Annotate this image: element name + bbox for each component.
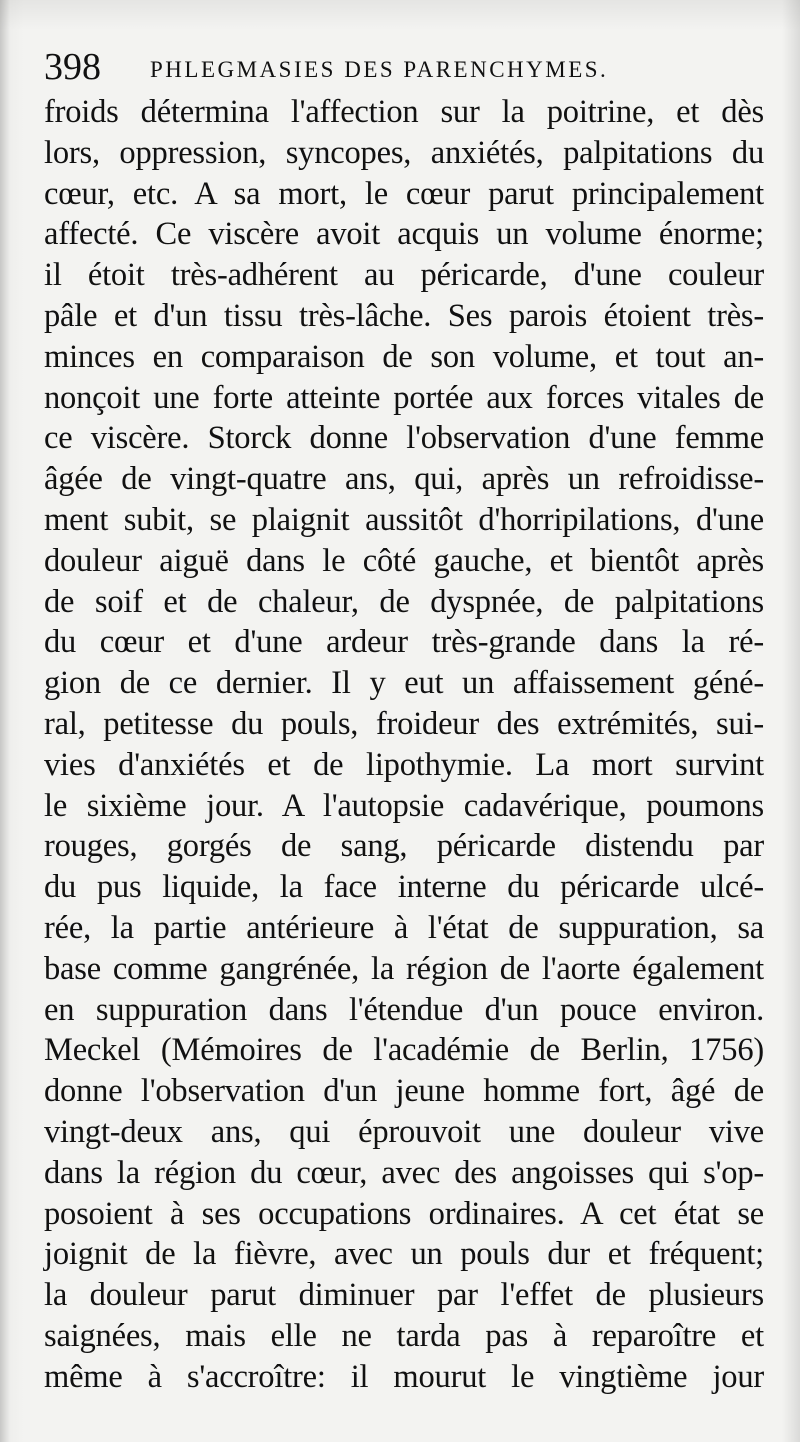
- text-line: pâle et d'un tissu très-lâche. Ses parois étoient très-: [44, 297, 764, 334]
- running-head: PHLEGMASIES DES PARENCHYMES.: [150, 57, 609, 82]
- text-line: saignées, mais elle ne tarda pas à reparoître et: [44, 1317, 764, 1354]
- page-number: 398: [44, 46, 101, 88]
- text-line: joignit de la fièvre, avec un pouls dur et fréquent;: [44, 1236, 764, 1273]
- text-line: base comme gangrénée, la région de l'aorte également: [44, 950, 764, 987]
- text-line: affecté. Ce viscère avoit acquis un volume énorme;: [44, 216, 764, 253]
- text-line: nonçoit une forte atteinte portée aux forces vitales de: [44, 379, 764, 416]
- text-line: dans la région du cœur, avec des angoisses qui s'op-: [44, 1154, 764, 1191]
- text-line: de soif et de chaleur, de dyspnée, de palpitations: [44, 583, 764, 620]
- text-line: le sixième jour. A l'autopsie cadavérique, poumons: [44, 787, 764, 824]
- text-line: cœur, etc. A sa mort, le cœur parut principalement: [44, 175, 764, 212]
- text-line: ment subit, se plaignit aussitôt d'horripilations, d'une: [44, 501, 764, 538]
- text-line: en suppuration dans l'étendue d'un pouce environ.: [44, 991, 764, 1028]
- text-line: même à s'accroître: il mourut le vingtième jour: [44, 1358, 764, 1395]
- text-line: la douleur parut diminuer par l'effet de plusieurs: [44, 1277, 764, 1314]
- text-line: du pus liquide, la face interne du péricarde ulcé-: [44, 869, 764, 906]
- text-line: vies d'anxiétés et de lipothymie. La mort survint: [44, 746, 764, 783]
- text-line: ral, petitesse du pouls, froideur des extrémités, sui-: [44, 705, 764, 742]
- text-line: gion de ce dernier. Il y eut un affaissement géné-: [44, 665, 764, 702]
- text-line: douleur aiguë dans le côté gauche, et bientôt après: [44, 542, 764, 579]
- text-line: Meckel (Mémoires de l'académie de Berlin, 1756): [44, 1032, 764, 1069]
- text-line: il étoit très-adhérent au péricarde, d'une couleur: [44, 257, 764, 294]
- text-line: lors, oppression, syncopes, anxiétés, palpitations du: [44, 134, 764, 171]
- text-line: du cœur et d'une ardeur très-grande dans la ré-: [44, 624, 764, 661]
- text-line: ce viscère. Storck donne l'observation d'une femme: [44, 420, 764, 457]
- text-line: froids détermina l'affection sur la poitrine, et dès: [44, 94, 764, 130]
- text-line: vingt-deux ans, qui éprouvoit une douleur vive: [44, 1113, 764, 1150]
- body-text: [44, 92, 764, 1398]
- text-line: minces en comparaison de son volume, et tout an-: [44, 338, 764, 375]
- text-line: rée, la partie antérieure à l'état de suppuration, sa: [44, 909, 764, 946]
- text-line: donne l'observation d'un jeune homme fort, âgé de: [44, 1073, 764, 1110]
- page-header: [44, 42, 684, 92]
- text-line: posoient à ses occupations ordinaires. A cet état se: [44, 1195, 764, 1232]
- text-line: rouges, gorgés de sang, péricarde distendu par: [44, 828, 764, 865]
- text-line: âgée de vingt-quatre ans, qui, après un refroidisse-: [44, 461, 764, 498]
